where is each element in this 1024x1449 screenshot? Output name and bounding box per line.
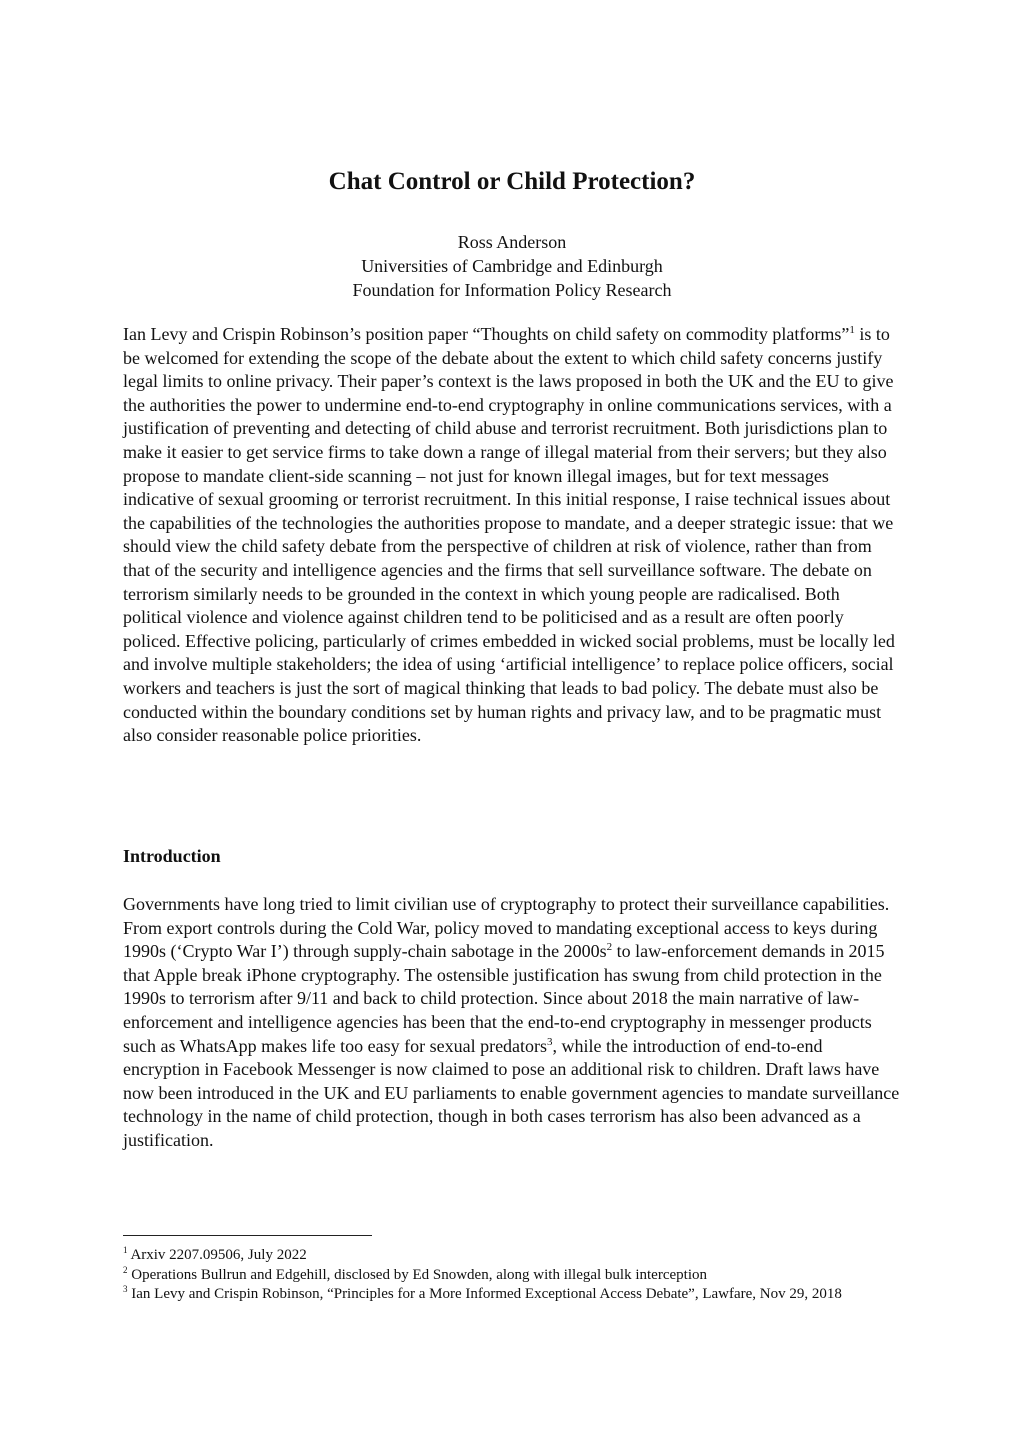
footnote-ref-1: 1 bbox=[849, 324, 855, 336]
abstract-text-1: Ian Levy and Crispin Robinson’s position paper “Thoughts on child safety on commodity platforms” bbox=[123, 324, 850, 344]
intro-text-2: to law-enforcement demands in 2015 that Apple break iPhone cryptography. The ostensible justification has swung from child protection in the 1990s to terrorism after 9/11 and back to child protection. Since about 2018 the main narrative of law-enforcement and intelligence agencies has been that the end-to-end cryptography in messenger products such as WhatsApp makes life too easy for sexual predators bbox=[123, 941, 885, 1056]
footnote-text: Ian Levy and Crispin Robinson, “Principles for a More Informed Exceptional Access Debate”, Lawfare, Nov 29, 2018 bbox=[131, 1286, 842, 1302]
footnote-number: 2 bbox=[123, 1264, 128, 1275]
author-name: Ross Anderson bbox=[457, 232, 567, 252]
footnote-3 bbox=[123, 1285, 903, 1305]
footnotes bbox=[123, 1246, 903, 1305]
paper-title: Chat Control or Child Protection? bbox=[328, 168, 696, 195]
introduction-paragraph bbox=[123, 893, 903, 1153]
footnote-2 bbox=[123, 1266, 903, 1286]
footnote-number: 3 bbox=[123, 1284, 128, 1294]
footnote-text: Operations Bullrun and Edgehill, disclosed by Ed Snowden, along with illegal bulk interception bbox=[131, 1266, 707, 1283]
footnote-ref-2: 2 bbox=[606, 941, 613, 954]
abstract-text-2: is to be welcomed for extending the scope of the debate about the extent to which child safety concerns justify legal limits to online privacy. Their paper’s context is the laws proposed in both the UK and the EU to give the authorities the power to undermine end-to-end cryptography in online communications services, with a justification of preventing and detecting of child abuse and terrorist recruitment. Both jurisdictions plan to make it easier to get service firms to take down a range of illegal material from their servers; but they also propose to mandate client-side scanning – not just for known illegal images, but for text messages indicative of sexual grooming or terrorist recruitment. In this initial response, I raise technical issues about the capabilities of the technologies the authorities propose to mandate, and a deeper strategic issue: that we should view the child safety debate from the perspective of children at risk of violence, rather than from that of the security and intelligence agencies and the firms that sell surveillance software. The debate on terrorism similarly needs to be grounded in the context in which young people are radicalised. Both political violence and violence against children tend to be politicised and as a result are often poorly policed. Effective policing, particularly of crimes embedded in wicked social problems, must be locally led and involve multiple stakeholders; the idea of using ‘artificial intelligence’ to replace police officers, social workers and teachers is just the sort of magical thinking that leads to bad policy. The debate must also be conducted within the boundary conditions set by human rights and privacy law, and to be pragmatic must also consider reasonable police priorities. bbox=[123, 324, 895, 746]
author-affiliation-1: Universities of Cambridge and Edinburgh bbox=[361, 256, 663, 276]
author-affiliation-2: Foundation for Information Policy Research bbox=[352, 280, 672, 300]
section-heading-introduction: Introduction bbox=[123, 846, 221, 866]
intro-text-1: Governments have long tried to limit civilian use of cryptography to protect their surveillance capabilities. From export controls during the Cold War, policy moved to mandating exceptional access to keys during 1990s (‘Crypto War I’) through supply-chain sabotage in the 2000s bbox=[123, 894, 890, 962]
footnote-ref-3: 3 bbox=[547, 1035, 553, 1048]
footnote-text: Arxiv 2207.09506, July 2022 bbox=[130, 1247, 307, 1263]
abstract-paragraph bbox=[123, 323, 903, 748]
footnote-divider bbox=[123, 1235, 372, 1236]
author-block bbox=[0, 230, 1024, 302]
footnote-number: 1 bbox=[123, 1245, 128, 1255]
intro-text-3: , while the introduction of end-to-end encryption in Facebook Messenger is now claimed to pose an additional risk to children. Draft laws have now been introduced in the UK and EU parliaments to enable government agencies to mandate surveillance technology in the name of child protection, though in both cases terrorism has also been advanced as a justification. bbox=[123, 1035, 900, 1150]
footnote-1 bbox=[123, 1246, 903, 1266]
